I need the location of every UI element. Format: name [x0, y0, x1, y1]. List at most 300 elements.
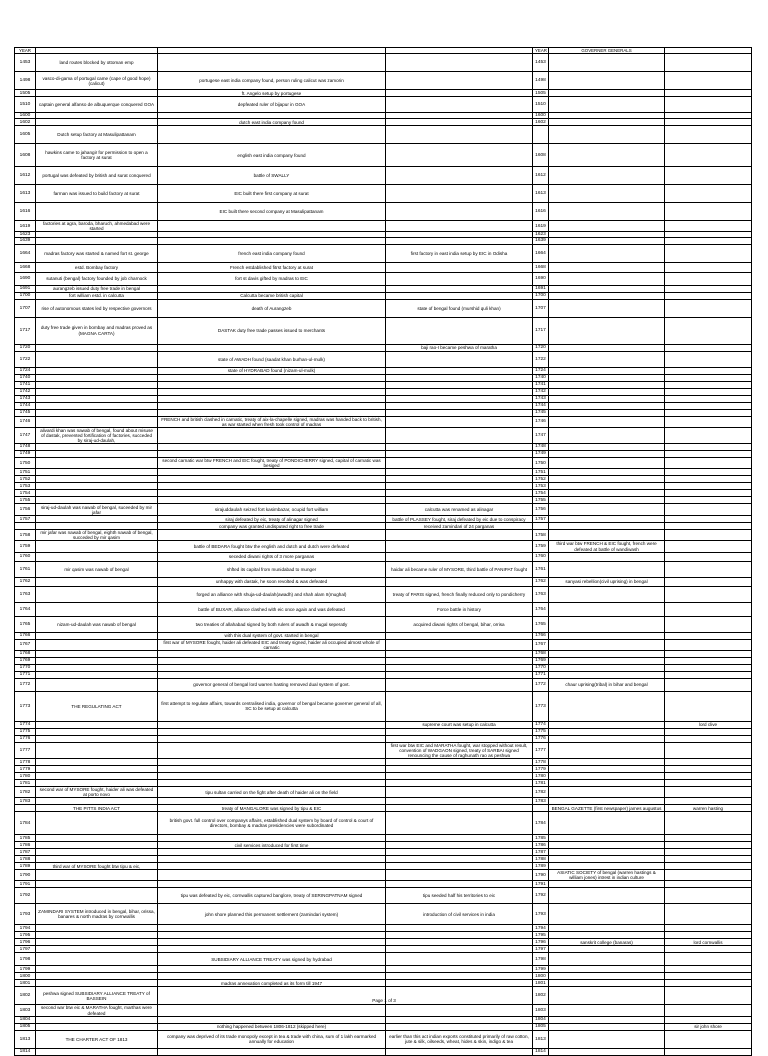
year-cell-right: 1790 — [533, 870, 549, 881]
event-cell-c: first war btw EIC and MARATHA fought, war stopped without result, convention of WADGAON signed, treaty of SARBAI signed renouncing the cause of raghunath rao as peshwa — [386, 742, 533, 758]
governor-cell — [665, 671, 752, 678]
event-cell-b — [158, 395, 386, 402]
year-cell-right — [533, 523, 549, 530]
event-cell-c — [386, 427, 533, 443]
notes-cell — [549, 381, 665, 388]
table-row — [15, 561, 752, 577]
governor-cell — [665, 1030, 752, 1048]
table-row — [15, 367, 752, 374]
notes-cell — [549, 351, 665, 367]
event-cell-a: THE REGULATING ACT — [36, 691, 158, 721]
event-cell-c — [386, 870, 533, 881]
event-cell-a — [36, 541, 158, 552]
table-row — [15, 664, 752, 671]
notes-cell — [549, 856, 665, 863]
year-cell: 1764 — [15, 602, 36, 616]
notes-cell — [549, 1023, 665, 1030]
governor-cell — [665, 812, 752, 835]
table-row — [15, 888, 752, 904]
event-cell-c — [386, 632, 533, 639]
governor-cell — [665, 451, 752, 458]
year-cell: 1814 — [15, 1048, 36, 1055]
table-row — [15, 742, 752, 758]
year-cell-right: 1792 — [533, 888, 549, 904]
governor-cell — [665, 925, 752, 932]
year-cell-right: 1789 — [533, 863, 549, 870]
event-cell-a — [36, 735, 158, 742]
year-cell: 1724 — [15, 367, 36, 374]
table-row — [15, 1016, 752, 1023]
notes-cell — [549, 657, 665, 664]
year-cell: 1778 — [15, 759, 36, 766]
table-row — [15, 870, 752, 881]
governor-cell — [665, 728, 752, 735]
event-cell-a — [36, 451, 158, 458]
year-cell: 1776 — [15, 735, 36, 742]
event-cell-a: Dutch setup factory at Masulipattanam — [36, 126, 158, 144]
event-cell-b — [158, 285, 386, 292]
notes-cell — [549, 444, 665, 451]
governor-cell — [665, 639, 752, 650]
event-cell-a — [36, 344, 158, 351]
year-cell: 1605 — [15, 126, 36, 144]
year-cell-right: 1505 — [533, 90, 549, 97]
event-cell-c — [386, 925, 533, 932]
year-cell-right: 1757 — [533, 516, 549, 523]
notes-cell — [549, 842, 665, 849]
notes-cell — [549, 881, 665, 888]
event-cell-b — [158, 490, 386, 497]
event-cell-a — [36, 664, 158, 671]
event-cell-b — [158, 650, 386, 657]
year-cell: 1639 — [15, 238, 36, 244]
table-row — [15, 54, 752, 72]
event-cell-b: death of Aurangzeb — [158, 299, 386, 317]
year-cell: 1498 — [15, 72, 36, 90]
table-row — [15, 299, 752, 317]
year-cell: 1745 — [15, 409, 36, 416]
table-row — [15, 72, 752, 90]
notes-cell — [549, 787, 665, 798]
event-cell-a — [36, 490, 158, 497]
year-cell: 1743 — [15, 395, 36, 402]
governor-cell — [665, 552, 752, 561]
timeline-sheet — [14, 47, 751, 1056]
governor-cell — [665, 444, 752, 451]
year-cell-right: 1766 — [533, 632, 549, 639]
notes-cell — [549, 671, 665, 678]
notes-cell — [549, 766, 665, 773]
year-cell-right: 1802 — [533, 987, 549, 1005]
year-cell: 1758 — [15, 530, 36, 541]
year-cell: 1749 — [15, 451, 36, 458]
event-cell-b — [158, 126, 386, 144]
event-cell-a — [36, 835, 158, 842]
event-cell-c: supreme court was setup in calcutta — [386, 721, 533, 728]
event-cell-c — [386, 395, 533, 402]
event-cell-a — [36, 742, 158, 758]
event-cell-b: unhappy with dastak, he soon revolted & was defeated — [158, 577, 386, 586]
governor-cell — [665, 780, 752, 787]
event-cell-a — [36, 973, 158, 980]
year-cell: 1757 — [15, 516, 36, 523]
year-cell-right: 1785 — [533, 835, 549, 842]
event-cell-a — [36, 766, 158, 773]
year-cell-right: 1616 — [533, 203, 549, 221]
governor-cell — [665, 1016, 752, 1023]
notes-cell — [549, 427, 665, 443]
notes-cell: third war btw FRENCH & EIC fought, french were defeated at battle of wandiwash — [549, 541, 665, 552]
governor-cell — [665, 946, 752, 953]
table-row — [15, 691, 752, 721]
event-cell-a — [36, 798, 158, 805]
notes-cell — [549, 119, 665, 126]
governor-cell — [665, 458, 752, 469]
notes-cell — [549, 953, 665, 966]
event-cell-b — [158, 344, 386, 351]
notes-cell — [549, 344, 665, 351]
event-cell-c — [386, 497, 533, 504]
table-row — [15, 650, 752, 657]
event-cell-b: state of AWADH found (saadat khan burhan-ul-mulk) — [158, 351, 386, 367]
notes-cell — [549, 904, 665, 925]
event-cell-a — [36, 946, 158, 953]
event-cell-b — [158, 946, 386, 953]
table-row — [15, 798, 752, 805]
governor-cell — [665, 483, 752, 490]
year-cell-right: 1768 — [533, 650, 549, 657]
event-cell-a — [36, 552, 158, 561]
event-cell-a — [36, 497, 158, 504]
year-cell: 1722 — [15, 351, 36, 367]
event-cell-b: siraj defeated by eic, treaty of alinagar signed — [158, 516, 386, 523]
year-cell: 1762 — [15, 577, 36, 586]
event-cell-b — [158, 381, 386, 388]
notes-cell — [549, 980, 665, 987]
governor-cell — [665, 374, 752, 381]
table-row — [15, 980, 752, 987]
year-cell: 1766 — [15, 632, 36, 639]
table-row — [15, 497, 752, 504]
event-cell-b — [158, 925, 386, 932]
year-cell: 1786 — [15, 842, 36, 849]
year-cell-right: 1801 — [533, 980, 549, 987]
notes-cell — [549, 586, 665, 602]
table-row — [15, 458, 752, 469]
governor-cell — [665, 973, 752, 980]
event-cell-b — [158, 221, 386, 232]
year-cell: 1752 — [15, 476, 36, 483]
year-cell: 1794 — [15, 925, 36, 932]
governor-cell — [665, 72, 752, 90]
event-cell-a — [36, 381, 158, 388]
event-cell-b — [158, 664, 386, 671]
year-cell — [15, 523, 36, 530]
event-cell-a — [36, 1016, 158, 1023]
notes-cell — [549, 798, 665, 805]
event-cell-c — [386, 530, 533, 541]
year-cell: 1777 — [15, 742, 36, 758]
event-cell-a — [36, 586, 158, 602]
notes-cell — [549, 367, 665, 374]
notes-cell — [549, 966, 665, 973]
table-row — [15, 1023, 752, 1030]
notes-cell — [549, 1016, 665, 1023]
event-cell-a — [36, 721, 158, 728]
event-cell-b: battle of BUXAR, alliance clashed with eic once again and was defeated — [158, 602, 386, 616]
table-row — [15, 939, 752, 946]
event-cell-a — [36, 374, 158, 381]
governor-cell — [665, 1005, 752, 1016]
table-row — [15, 427, 752, 443]
year-cell-right: 1750 — [533, 458, 549, 469]
event-cell-b — [158, 530, 386, 541]
table-row — [15, 203, 752, 221]
notes-cell — [549, 504, 665, 516]
table-row — [15, 167, 752, 185]
year-cell-right: 1813 — [533, 1030, 549, 1048]
table-row — [15, 766, 752, 773]
event-cell-b — [158, 671, 386, 678]
event-cell-c: received zamindari of 24 parganas — [386, 523, 533, 530]
event-cell-c — [386, 144, 533, 167]
governor-cell — [665, 561, 752, 577]
year-cell: 1785 — [15, 835, 36, 842]
notes-cell — [549, 925, 665, 932]
governor-header: GOVERNER GENERALS — [549, 48, 665, 54]
year-cell-right: 1707 — [533, 299, 549, 317]
event-cell-b — [158, 766, 386, 773]
timeline-table — [14, 47, 752, 1056]
year-cell-right: 1740 — [533, 374, 549, 381]
year-cell-right — [533, 126, 549, 144]
event-cell-c — [386, 541, 533, 552]
governor-cell — [665, 541, 752, 552]
event-cell-b: ft. Angelo setup by portugese — [158, 90, 386, 97]
governor-cell — [665, 409, 752, 416]
event-cell-b: battle of SWALLY — [158, 167, 386, 185]
year-cell-right: 1788 — [533, 856, 549, 863]
notes-cell — [549, 530, 665, 541]
event-cell-a — [36, 657, 158, 664]
event-cell-b — [158, 427, 386, 443]
year-cell: 1792 — [15, 888, 36, 904]
year-cell: 1744 — [15, 402, 36, 409]
governor-cell — [665, 292, 752, 299]
event-cell-b: civil services introduced for first time — [158, 842, 386, 849]
event-cell-b — [158, 759, 386, 766]
table-row — [15, 272, 752, 285]
year-cell-right: 1691 — [533, 285, 549, 292]
governor-cell — [665, 285, 752, 292]
event-cell-a — [36, 483, 158, 490]
event-cell-c — [386, 317, 533, 344]
year-header-right: YEAR — [533, 48, 549, 54]
governor-cell — [665, 966, 752, 973]
event-cell-a — [36, 856, 158, 863]
event-cell-c — [386, 1023, 533, 1030]
year-cell: 1768 — [15, 650, 36, 657]
notes-cell — [549, 1030, 665, 1048]
notes-cell — [549, 650, 665, 657]
table-row — [15, 1048, 752, 1055]
year-cell: 1753 — [15, 483, 36, 490]
table-row — [15, 787, 752, 798]
event-cell-b: battle of BEDARA fought btw the english and dutch and dutch were defeated — [158, 541, 386, 552]
table-row — [15, 530, 752, 541]
year-cell: 1664 — [15, 244, 36, 262]
governor-cell — [665, 787, 752, 798]
event-cell-c — [386, 54, 533, 72]
year-cell-right: 1755 — [533, 497, 549, 504]
table-row — [15, 856, 752, 863]
year-cell-right: 1613 — [533, 185, 549, 203]
notes-cell — [549, 451, 665, 458]
notes-cell — [549, 849, 665, 856]
notes-cell — [549, 54, 665, 72]
event-cell-b — [158, 469, 386, 476]
event-cell-a — [36, 849, 158, 856]
event-cell-c — [386, 1016, 533, 1023]
governor-cell — [665, 856, 752, 863]
event-cell-c — [386, 856, 533, 863]
year-cell: 1791 — [15, 881, 36, 888]
year-cell: 1774 — [15, 721, 36, 728]
year-cell-right: 1799 — [533, 966, 549, 973]
table-row — [15, 805, 752, 812]
event-cell-c — [386, 1048, 533, 1055]
year-cell-right: 1784 — [533, 812, 549, 835]
year-cell-right: 1754 — [533, 490, 549, 497]
table-row — [15, 144, 752, 167]
event-cell-c — [386, 759, 533, 766]
notes-cell: BENGAL GAZETTE (first newspaper) james augustus — [549, 805, 665, 812]
year-cell: 1746 — [15, 416, 36, 427]
year-cell-right: 1814 — [533, 1048, 549, 1055]
table-row — [15, 451, 752, 458]
event-cell-a: ZAMINDARI SYSTEM introduced in bengal, bihar, orissa, banares & north madras by cornwallis — [36, 904, 158, 925]
event-cell-a — [36, 409, 158, 416]
year-cell-right: 1797 — [533, 946, 549, 953]
year-cell-right: 1623 — [533, 232, 549, 238]
event-cell-a: siraj-ud-daulah was nawab of bengal, suceeded by mir jafar — [36, 504, 158, 516]
year-cell-right: 1780 — [533, 773, 549, 780]
event-cell-c — [386, 97, 533, 113]
governor-cell — [665, 904, 752, 925]
year-cell: 1771 — [15, 671, 36, 678]
year-cell: 1803 — [15, 1005, 36, 1016]
governor-cell — [665, 402, 752, 409]
event-cell-b: british govt. full control over companys affairs, established dual system by board of control & court of directors, bombay & madras presidencies were subordinated — [158, 812, 386, 835]
notes-cell — [549, 932, 665, 939]
year-cell-right: 1786 — [533, 842, 549, 849]
table-row — [15, 344, 752, 351]
event-cell-c — [386, 639, 533, 650]
notes-cell — [549, 285, 665, 292]
governor-cell — [665, 119, 752, 126]
table-row — [15, 381, 752, 388]
event-cell-a — [36, 119, 158, 126]
year-cell-right: 1783 — [533, 798, 549, 805]
page-footer: Page 1 of 3 — [372, 998, 396, 1003]
year-cell-right: 1775 — [533, 728, 549, 735]
event-cell-b — [158, 1048, 386, 1055]
year-cell: 1765 — [15, 616, 36, 632]
notes-cell — [549, 90, 665, 97]
notes-cell — [549, 632, 665, 639]
event-cell-b — [158, 932, 386, 939]
event-cell-a — [36, 351, 158, 367]
table-row — [15, 728, 752, 735]
table-row — [15, 849, 752, 856]
year-cell-right: 1764 — [533, 602, 549, 616]
event-cell-b — [158, 657, 386, 664]
event-cell-a: alivardi khan was nawab of bengal, found about misuse of dastak, prevented fortification of factories, succeded by siraj-ud-daulah, — [36, 427, 158, 443]
governor-cell — [665, 90, 752, 97]
year-cell: 1796 — [15, 939, 36, 946]
notes-cell — [549, 126, 665, 144]
event-cell-b — [158, 1005, 386, 1016]
year-cell-right: 1794 — [533, 925, 549, 932]
table-row — [15, 946, 752, 953]
table-row — [15, 678, 752, 691]
governor-cell — [665, 657, 752, 664]
table-row — [15, 244, 752, 262]
event-cell-a: fort william estd. in calcutta — [36, 292, 158, 299]
governor-cell — [665, 523, 752, 530]
event-cell-c — [386, 835, 533, 842]
notes-cell — [549, 721, 665, 728]
governor-cell — [665, 185, 752, 203]
year-cell-right: 1753 — [533, 483, 549, 490]
event-cell-c — [386, 272, 533, 285]
event-cell-b — [158, 849, 386, 856]
event-cell-c: haidar ali became ruler of MYSORE, third battle of PANIPAT fought — [386, 561, 533, 577]
year-cell-right: 1804 — [533, 1016, 549, 1023]
event-cell-c — [386, 490, 533, 497]
notes-cell — [549, 773, 665, 780]
table-row — [15, 842, 752, 849]
event-cell-a — [36, 650, 158, 657]
event-cell-b: second carnatic war btw FRENCH and EIC fought, treaty of PONDICHERRY signed, capital of carnatic was besiged — [158, 458, 386, 469]
year-cell: 1740 — [15, 374, 36, 381]
table-row — [15, 388, 752, 395]
event-cell-c — [386, 292, 533, 299]
event-cell-b — [158, 881, 386, 888]
year-cell: 1612 — [15, 167, 36, 185]
event-cell-c — [386, 451, 533, 458]
governor-cell — [665, 870, 752, 881]
notes-cell — [549, 476, 665, 483]
event-cell-a — [36, 476, 158, 483]
event-cell-c — [386, 221, 533, 232]
event-cell-c: introduction of civil services in india — [386, 904, 533, 925]
year-cell: 1623 — [15, 232, 36, 238]
governor-cell — [665, 842, 752, 849]
event-cell-a — [36, 203, 158, 221]
notes-cell — [549, 759, 665, 766]
year-cell: 1784 — [15, 812, 36, 835]
table-row — [15, 90, 752, 97]
event-cell-c — [386, 72, 533, 90]
year-cell-right: 1453 — [533, 54, 549, 72]
year-cell: 1790 — [15, 870, 36, 881]
event-cell-b — [158, 835, 386, 842]
year-cell: 1780 — [15, 773, 36, 780]
year-cell-right: 1774 — [533, 721, 549, 728]
governor-cell — [665, 888, 752, 904]
event-cell-c — [386, 458, 533, 469]
